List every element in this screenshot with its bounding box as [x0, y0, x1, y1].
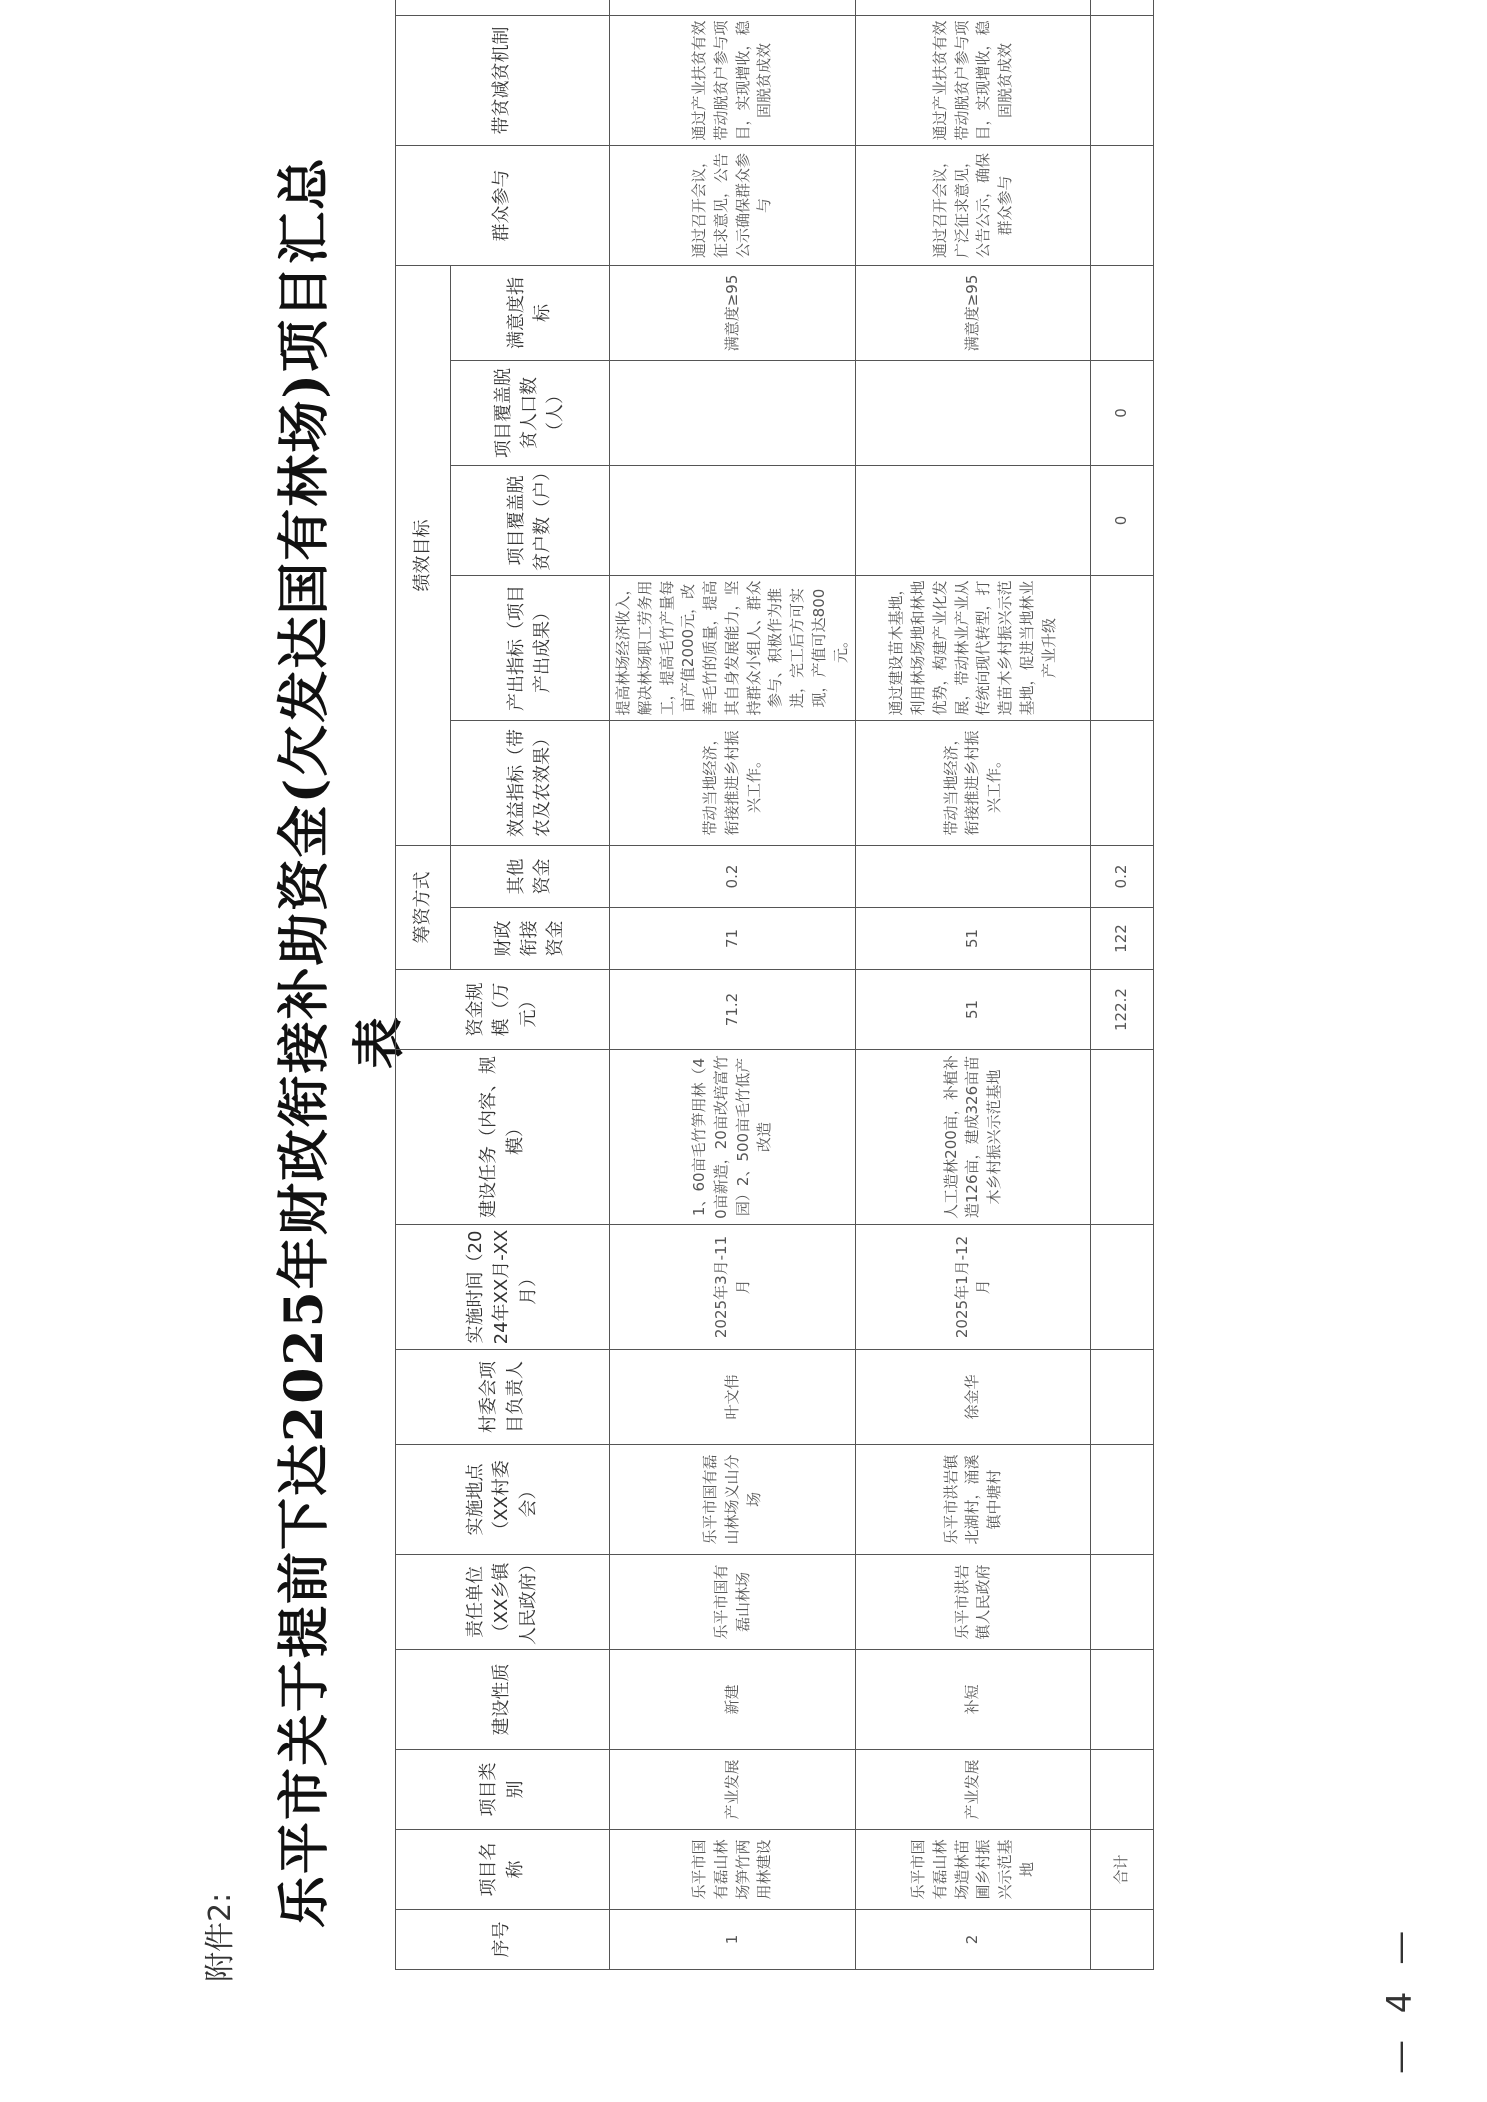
- header-fiscal: 财政衔接资金: [451, 908, 610, 970]
- header-benefit: 效益指标（带农及农效果）: [451, 721, 610, 846]
- cell-fiscal: 71: [610, 908, 856, 970]
- header-people: 项目覆盖脱贫人口数（人）: [451, 361, 610, 466]
- table-row: [610, 0, 856, 1970]
- cell-other: 0.2: [610, 846, 856, 908]
- total-households: 0: [1091, 466, 1154, 576]
- header-category: 项目类别: [396, 1750, 610, 1830]
- header-time: 实施时间（2024年XX月-XX月）: [396, 1225, 610, 1350]
- total-scale: 122.2: [1091, 970, 1154, 1050]
- total-seq-cell: [1091, 1910, 1154, 1970]
- header-scale: 资金规模（万元）: [396, 970, 610, 1050]
- header-remarks: [396, 0, 610, 15]
- table-row: [856, 0, 1091, 1970]
- cell-leader: 徐金华: [856, 1350, 1091, 1445]
- cell-unit: 乐平市国有磊山林场: [610, 1555, 856, 1650]
- project-summary-table: [395, 0, 1154, 1970]
- cell-seq: 2: [856, 1910, 1091, 1970]
- cell-leader: 叶文伟: [610, 1350, 856, 1445]
- cell-nature: 补短: [856, 1650, 1091, 1750]
- total-row: [1091, 0, 1154, 1970]
- header-performance: 绩效目标: [396, 265, 451, 845]
- cell-remarks: [856, 0, 1091, 15]
- cell-satisfaction: 满意度≥95: [856, 265, 1091, 360]
- cell-time: 2025年1月-12月: [856, 1225, 1091, 1350]
- cell-people: [610, 361, 856, 466]
- cell-category: 产业发展: [610, 1750, 856, 1830]
- cell-output: 提高林场经济收入，解决林场职工劳务用工，提高毛竹产量每亩产值2000元，改善毛竹的质量，提高其自身发展能力，坚持群众小组人、群众参与、积极作为推进，完工后方可实现，产值可达800元。: [610, 576, 856, 721]
- cell-unit: 乐平市洪岩镇人民政府: [856, 1555, 1091, 1650]
- cell-output: 通过建设苗木基地，利用林场场地和林地优势，构建产业化发展，带动林业产业从传统向现代转型，打造苗木乡村振兴示范基地，促进当地林业产业升级: [856, 576, 1091, 721]
- cell-name: 乐平市国有磊山林场造林苗圃乡村振兴示范基地: [856, 1830, 1091, 1910]
- cell-location: 乐平市洪岩镇北湖村，涌溪镇中塘村: [856, 1445, 1091, 1555]
- header-seq: 序号: [396, 1910, 610, 1970]
- cell-other: [856, 846, 1091, 908]
- document-title: 乐平市关于提前下达2025年财政衔接补助资金(欠发达国有林场)项目汇总表: [274, 156, 410, 1928]
- cell-nature: 新建: [610, 1650, 856, 1750]
- cell-households: [856, 466, 1091, 576]
- cell-location: 乐平市国有磊山林场义山分场: [610, 1445, 856, 1555]
- header-output: 产出指标（项目产出成果）: [451, 576, 610, 721]
- cell-task: 1、60亩毛竹笋用林（40亩新造，20亩改培富竹园）2、500亩毛竹低产改造: [610, 1050, 856, 1225]
- cell-people: [856, 361, 1091, 466]
- cell-benefit: 带动当地经济，衔接推进乡村振兴工作。: [856, 721, 1091, 846]
- cell-scale: 71.2: [610, 970, 856, 1050]
- header-funding: 筹资方式: [396, 846, 451, 970]
- cell-participation: 通过召开会议，征求意见，公告公示确保群众参与: [610, 145, 856, 265]
- total-fiscal: 122: [1091, 908, 1154, 970]
- header-nature: 建设性质: [396, 1650, 610, 1750]
- total-people: 0: [1091, 361, 1154, 466]
- page-number: — 4 —: [1380, 1922, 1420, 2074]
- cell-category: 产业发展: [856, 1750, 1091, 1830]
- header-leader: 村委会项目负责人: [396, 1350, 610, 1445]
- header-households: 项目覆盖脱贫户数（户）: [451, 466, 610, 576]
- header-project-name: 项目名称: [396, 1830, 610, 1910]
- cell-mechanism: 通过产业扶贫有效带动脱贫户参与项目，实现增收，稳固脱贫成效: [610, 15, 856, 145]
- cell-time: 2025年3月-11月: [610, 1225, 856, 1350]
- cell-satisfaction: 满意度≥95: [610, 265, 856, 360]
- total-label: 合计: [1091, 1830, 1154, 1910]
- header-responsible-unit: 责任单位（XX乡镇人民政府）: [396, 1555, 610, 1650]
- cell-fiscal: 51: [856, 908, 1091, 970]
- cell-mechanism: 通过产业扶贫有效带动脱贫户参与项目，实现增收，稳固脱贫成效: [856, 15, 1091, 145]
- header-other: 其他资金: [451, 846, 610, 908]
- cell-benefit: 带动当地经济，衔接推进乡村振兴工作。: [610, 721, 856, 846]
- cell-households: [610, 466, 856, 576]
- header-row-1: [396, 0, 451, 1970]
- header-mechanism: 带贫减贫机制: [396, 15, 610, 145]
- cell-scale: 51: [856, 970, 1091, 1050]
- header-participation: 群众参与: [396, 145, 610, 265]
- header-location: 实施地点（XX村委会）: [396, 1445, 610, 1555]
- header-satisfaction: 满意度指标: [451, 265, 610, 360]
- cell-remarks: [610, 0, 856, 15]
- attachment-label: 附件2:: [203, 1892, 238, 1982]
- cell-name: 乐平市国有磊山林场笋竹两用林建设: [610, 1830, 856, 1910]
- header-task: 建设任务（内容、规模）: [396, 1050, 610, 1225]
- cell-task: 人工造林200亩，补植补造126亩，建成326亩苗木乡村振兴示范基地: [856, 1050, 1091, 1225]
- cell-participation: 通过召开会议，广泛征求意见，公告公示，确保群众参与: [856, 145, 1091, 265]
- cell-seq: 1: [610, 1910, 856, 1970]
- total-other: 0.2: [1091, 846, 1154, 908]
